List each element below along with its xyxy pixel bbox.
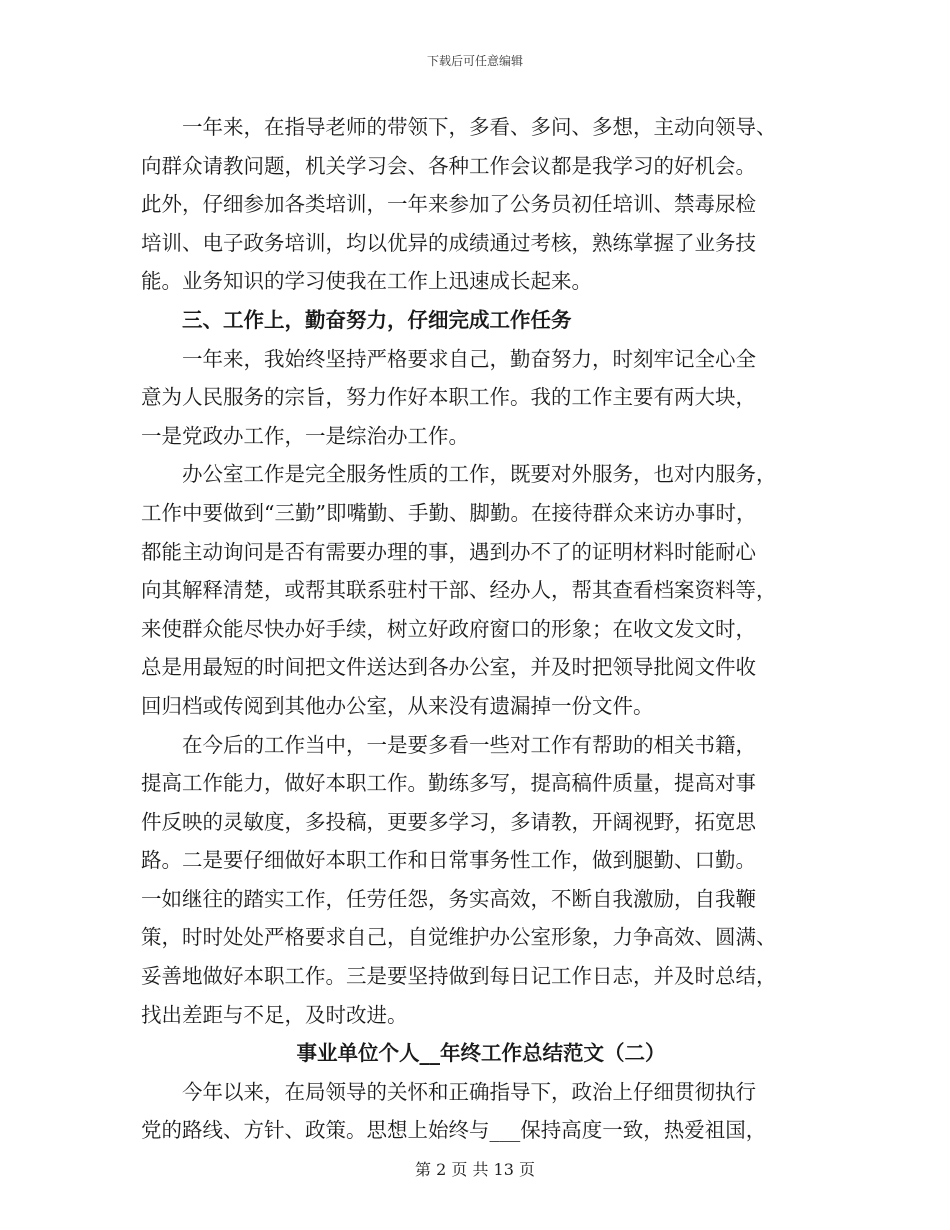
text-line: 办公室工作是完全服务性质的工作，既要对外服务，也对内服务， xyxy=(182,462,777,487)
text-line: 一年来，我始终坚持严格要求自己，勤奋努力，时刻牢记全心全 xyxy=(182,346,756,371)
text-line: 策，时时处处严格要求自己，自觉维护办公室形象，力争高效、圆满、 xyxy=(141,925,777,950)
text-line: 能。业务知识的学习使我在工作上迅速成长起来。 xyxy=(141,269,592,294)
paragraph-4 xyxy=(141,726,821,1035)
text-line: 找出差距与不足，及时改进。 xyxy=(141,1002,408,1027)
text-line: 提高工作能力，做好本职工作。勤练多写，提高稿件质量，提高对事 xyxy=(141,771,756,796)
text-line: 一如继往的踏实工作，任劳任怨，务实高效，不断自我激励，自我鞭 xyxy=(141,886,756,911)
paragraph-5 xyxy=(141,1073,821,1150)
text-line: 今年以来，在局领导的关怀和正确指导下，政治上仔细贯彻执行 xyxy=(182,1079,756,1104)
text-line: 路。二是要仔细做好本职工作和日常事务性工作，做到腿勤、口勤。 xyxy=(141,848,756,873)
text-line: 意为人民服务的宗旨，努力作好本职工作。我的工作主要有两大块， xyxy=(141,385,756,410)
text-line: 工作中要做到“三勤”即嘴勤、手勤、脚勤。在接待群众来访办事时， xyxy=(141,500,757,525)
text-line: 总是用最短的时间把文件送达到各办公室，并及时把领导批阅文件收 xyxy=(141,655,756,680)
text-line: 件反映的灵敏度，多投稿，更要多学习，多请教，开阔视野，拓宽思 xyxy=(141,809,756,834)
text-line: 都能主动询问是否有需要办理的事，遇到办不了的证明材料时能耐心 xyxy=(141,539,756,564)
text-line: 向群众请教问题，机关学习会、各种工作会议都是我学习的好机会。 xyxy=(141,153,756,178)
text-line: 回归档或传阅到其他办公室，从来没有遗漏掉一份文件。 xyxy=(141,693,654,718)
text-line: 培训、电子政务培训，均以优异的成绩通过考核，熟练掌握了业务技 xyxy=(141,230,756,255)
header-note: 下载后可任意编辑 xyxy=(426,54,523,68)
text-line: 党的路线、方针、政策。思想上始终与___保持高度一致，热爱祖国， xyxy=(141,1118,767,1143)
text-line: 来使群众能尽快办好手续，树立好政府窗口的形象；在收文发文时， xyxy=(141,616,756,641)
text-line: 向其解释清楚，或帮其联系驻村干部、经办人，帮其查看档案资料等， xyxy=(141,578,777,603)
text-line: 一是党政办工作，一是综治办工作。 xyxy=(141,423,469,448)
section-heading: 三、工作上，勤奋努力，仔细完成工作任务 xyxy=(182,307,572,332)
text-line: 一年来，在指导老师的带领下，多看、多问、多想，主动向领导、 xyxy=(182,115,777,139)
document-body xyxy=(141,108,821,1150)
document-subtitle: 事业单位个人__年终工作总结范文（二） xyxy=(296,1041,666,1066)
paragraph-3 xyxy=(141,455,821,725)
page-number: 第 2 页 共 13 页 xyxy=(415,1160,535,1179)
text-line: 妥善地做好本职工作。三是要坚持做到每日记工作日志，并及时总结， xyxy=(141,964,777,989)
text-line: 此外，仔细参加各类培训，一年来参加了公务员初任培训、禁毒尿检 xyxy=(141,192,756,217)
paragraph-2 xyxy=(141,340,821,456)
paragraph-1 xyxy=(141,108,821,301)
text-line: 在今后的工作当中，一是要多看一些对工作有帮助的相关书籍， xyxy=(182,732,756,757)
